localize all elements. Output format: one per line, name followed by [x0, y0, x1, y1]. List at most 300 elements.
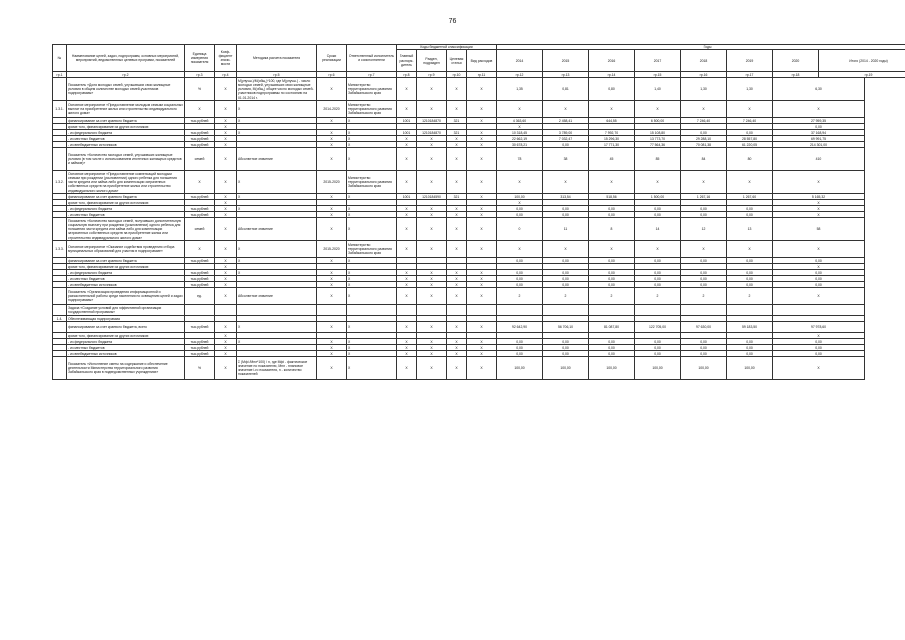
col-resp-header: Ответственный исполнитель и соисполнители [347, 45, 397, 72]
table-cell: 0,00 [635, 276, 681, 282]
year-header: 2017 [635, 50, 681, 72]
table-cell: 0,00 [681, 339, 727, 345]
col-period-header: Сроки реализации [317, 45, 347, 72]
table-cell: Х [215, 357, 237, 380]
table-cell: 0,00 [635, 270, 681, 276]
table-cell: 0,00 [727, 270, 773, 276]
table-cell: 1210184870 [417, 130, 447, 136]
table-header [53, 45, 905, 72]
col-article-header: Целевая статья [447, 50, 467, 72]
table-cell: Х [215, 130, 237, 136]
table-cell: Х [237, 194, 317, 200]
row-name-cell: Показатель «Организация проведения информационной и разъяснительной работы среди населения по освещению целей и задач подпрограммы» [67, 288, 185, 305]
table-cell: 1,30 [727, 78, 773, 101]
table-cell [543, 305, 589, 316]
table-cell: 1001 [397, 194, 417, 200]
table-cell: Х [347, 212, 397, 218]
table-cell: 37 168,94 [773, 130, 865, 136]
table-cell: Х [773, 333, 865, 339]
table-cell: Х [237, 118, 317, 124]
row-number-cell [53, 78, 67, 101]
table-cell: Х [467, 194, 497, 200]
table-cell: Х [347, 345, 397, 351]
table-cell: Х [317, 78, 347, 101]
table-cell: Х [467, 270, 497, 276]
table-cell: 2 [635, 288, 681, 305]
table-row [53, 148, 905, 171]
row-name-cell: финансирование за счет краевого бюджета [67, 194, 185, 200]
table-cell: Х [773, 101, 865, 118]
table-cell: 0,81 [543, 78, 589, 101]
table-cell: Х [317, 339, 347, 345]
index-cell: гр.7 [347, 72, 397, 78]
table-cell: тыс.рублей [185, 270, 215, 276]
table-cell: Х [215, 322, 237, 333]
table-cell: Х [317, 322, 347, 333]
table-cell: 0,00 [497, 212, 543, 218]
index-cell: гр.19 [819, 72, 905, 78]
table-cell: тыс.рублей [185, 258, 215, 264]
table-cell: 12 [681, 218, 727, 241]
table-cell: тыс.рублей [185, 118, 215, 124]
table-cell: Х [447, 171, 467, 194]
table-cell: 29 288,10 [681, 136, 727, 142]
table-cell: 2 [497, 288, 543, 305]
table-cell: 1210184870 [417, 118, 447, 124]
table-cell: 7 246,40 [681, 118, 727, 124]
table-cell: Х [397, 345, 417, 351]
table-cell: 321 [447, 130, 467, 136]
row-name-cell: Задача «Создание условий для эффективной организации государственной программы» [67, 305, 185, 316]
table-cell: Х [447, 136, 467, 142]
table-cell: 0,00 [773, 258, 865, 264]
table-cell: 0,00 [681, 345, 727, 351]
row-number-cell [53, 148, 67, 171]
table-cell: 1 500,00 [635, 194, 681, 200]
table-cell: Х [417, 142, 447, 148]
row-name-cell: Показатель «Исполнение сметы на содержание и обеспечение деятельности Министерства территориального развития Забайкальского края в подведомственных учреждениях» [67, 357, 185, 380]
table-cell: 122 705,00 [635, 322, 681, 333]
row-name-cell: кроме того, финансирование из других источников: [67, 264, 185, 270]
index-cell: гр.15 [635, 72, 681, 78]
table-cell: Х [417, 218, 447, 241]
table-cell: 0,00 [543, 282, 589, 288]
table-cell [773, 305, 865, 316]
table-cell: Х [447, 148, 467, 171]
table-cell: тыс.рублей [185, 206, 215, 212]
year-header: 2019 [727, 50, 773, 72]
table-cell: Х [467, 171, 497, 194]
table-cell: 1,30 [681, 78, 727, 101]
table-cell: 3 789,00 [543, 130, 589, 136]
table-cell: 0,00 [635, 258, 681, 264]
table-cell: 0,00 [497, 351, 543, 357]
table-cell: Х [681, 101, 727, 118]
table-cell: 518,56 [589, 194, 635, 200]
table-cell: 70 081,38 [681, 142, 727, 148]
row-name-cell: кроме того, финансирование из других источников: [67, 333, 185, 339]
table-cell: Х [397, 339, 417, 345]
table-cell: 0,00 [773, 345, 865, 351]
table-cell: Х [215, 124, 237, 130]
table-cell: Х [417, 148, 447, 171]
table-cell: Х [467, 276, 497, 282]
row-name-cell: Основное мероприятие «Предоставление компенсаций молодым семьям при рождении (усыновлении) одного ребенка для погашения части кредита или займа либо для компенсации затраченных собственных средств на приобретение жилья или строительство индивидуального жилого дома» [67, 171, 185, 194]
table-cell: 0,00 [681, 351, 727, 357]
table-cell: Х [347, 351, 397, 357]
col-expense-header: Вид расходов [467, 50, 497, 72]
table-cell: 0,00 [635, 345, 681, 351]
table-cell: Х [397, 78, 417, 101]
table-cell: Х [215, 206, 237, 212]
table-cell: 38 [543, 148, 589, 171]
table-cell: Х [215, 194, 237, 200]
table-cell: Х [467, 148, 497, 171]
table-cell: 7 992,70 [589, 130, 635, 136]
table-row [53, 357, 905, 380]
table-cell [727, 305, 773, 316]
table-cell: Х [215, 136, 237, 142]
table-cell: Х [215, 282, 237, 288]
table-cell: Х [447, 345, 467, 351]
table-cell: 0,00 [543, 339, 589, 345]
table-cell: Х [317, 258, 347, 264]
table-cell: 15 108,80 [635, 130, 681, 136]
table-cell: 6 500,00 [635, 118, 681, 124]
table-cell: Х [447, 339, 467, 345]
table-cell: Х [497, 101, 543, 118]
table-cell: 0,00 [773, 282, 865, 288]
table-cell: 14 [635, 218, 681, 241]
row-number-cell: 1.4. [53, 316, 67, 322]
years-group-header: Годы [497, 45, 905, 50]
row-name-cell: - из федерального бюджета [67, 270, 185, 276]
row-name-cell: - из местных бюджетов [67, 136, 185, 142]
table-cell: Х [635, 101, 681, 118]
index-cell: гр.11 [467, 72, 497, 78]
table-cell: Х [447, 351, 467, 357]
table-cell: Х [317, 288, 347, 305]
table-cell: Х [397, 351, 417, 357]
table-cell: 2 458,41 [543, 118, 589, 124]
table-cell: 0,00 [497, 339, 543, 345]
table-cell: Х [543, 241, 589, 258]
table-cell: 2 [589, 288, 635, 305]
table-cell: 0,00 [681, 282, 727, 288]
table-cell [497, 305, 543, 316]
table-cell: тыс.рублей [185, 282, 215, 288]
row-name-cell: - из местных бюджетов [67, 345, 185, 351]
table-cell: Х [215, 241, 237, 258]
table-cell: Министерство территориального развития Забайкальского края [347, 241, 397, 258]
index-cell: гр.4 [215, 72, 237, 78]
table-cell: 1210184590 [417, 194, 447, 200]
table-cell [237, 305, 317, 316]
table-cell: 0 [497, 218, 543, 241]
table-cell: 0,00 [497, 282, 543, 288]
table-cell: тыс.рублей [185, 130, 215, 136]
table-cell: 0,00 [727, 258, 773, 264]
row-name-cell: кроме того, финансирование из других источников: [67, 200, 185, 206]
row-name-cell: - из местных бюджетов [67, 276, 185, 282]
table-cell: ед. [185, 288, 215, 305]
col-method-header: Методика расчета показателя [237, 45, 317, 72]
table-cell: Х [467, 78, 497, 101]
table-cell: Х [467, 322, 497, 333]
table-cell: 2 [543, 288, 589, 305]
table-cell: 56 706,10 [543, 322, 589, 333]
table-cell: Х [317, 206, 347, 212]
table-cell: Х [467, 136, 497, 142]
table-cell: Х [681, 241, 727, 258]
table-cell: 80 [727, 148, 773, 171]
table-cell: Х [215, 276, 237, 282]
table-cell: 4 363,60 [497, 118, 543, 124]
table-cell: Х [215, 339, 237, 345]
table-cell: 45 [589, 148, 635, 171]
table-cell: Х [237, 270, 317, 276]
table-cell: Х [467, 282, 497, 288]
col-unit-header: Единица измерения показателя [185, 45, 215, 72]
table-cell: Х [347, 270, 397, 276]
table-cell: Х [467, 357, 497, 380]
table-cell: Х [447, 78, 467, 101]
table-cell: 100,00 [589, 357, 635, 380]
table-row [53, 218, 905, 241]
table-cell: Х [589, 171, 635, 194]
table-cell: 0,00 [497, 258, 543, 264]
table-cell: Х [317, 118, 347, 124]
table-cell: тыс.рублей [185, 339, 215, 345]
table-cell [417, 305, 447, 316]
table-cell: Х [237, 258, 317, 264]
year-header: 2014 [497, 50, 543, 72]
table-cell: Х [317, 351, 347, 357]
table-cell: 0,00 [543, 270, 589, 276]
table-cell: Х [467, 130, 497, 136]
table-cell: 0,00 [681, 270, 727, 276]
table-cell: 0,80 [589, 78, 635, 101]
table-cell: Х [417, 351, 447, 357]
table-cell: 0,00 [727, 276, 773, 282]
table-cell [397, 305, 417, 316]
table-cell: % [185, 78, 215, 101]
table-cell: % [185, 357, 215, 380]
table-cell: 0,00 [681, 130, 727, 136]
table-cell: 1 267,16 [681, 194, 727, 200]
table-cell: 0,00 [635, 206, 681, 212]
table-cell: 7 032,47 [543, 136, 589, 142]
table-cell: Х [347, 276, 397, 282]
table-cell: 0,00 [497, 345, 543, 351]
table-cell: Х [397, 282, 417, 288]
table-cell: Х [397, 142, 417, 148]
table-cell: 0,00 [543, 345, 589, 351]
table-cell: Х [447, 276, 467, 282]
table-cell: Х [497, 124, 543, 130]
table-cell: Х [417, 101, 447, 118]
table-cell: Х [317, 148, 347, 171]
table-cell: 0,00 [773, 339, 865, 345]
table-cell: 97 630,00 [681, 322, 727, 333]
table-cell: Х [773, 264, 865, 270]
table-cell: Х [447, 288, 467, 305]
table-cell: Х [447, 270, 467, 276]
table-cell: 0,00 [543, 142, 589, 148]
table-cell: Х [317, 142, 347, 148]
table-cell: 84 [681, 148, 727, 171]
table-cell: Х [397, 241, 417, 258]
table-cell: 0,00 [543, 276, 589, 282]
table-cell: Х [417, 276, 447, 282]
table-cell: Х [467, 118, 497, 124]
table-cell: 0,00 [543, 351, 589, 357]
index-cell: гр.16 [681, 72, 727, 78]
table-cell: 17 771,30 [589, 142, 635, 148]
table-cell: Х [417, 212, 447, 218]
table-cell: Х [543, 171, 589, 194]
table-cell: 61 220,05 [727, 142, 773, 148]
table-cell: Х [397, 136, 417, 142]
table-cell: Х [397, 212, 417, 218]
table-cell: Х [347, 118, 397, 124]
table-cell: М(улучш.)/М(общ.)*100, где М(улучш.) - число молодых семей, улучшивших свои жилищные условия, М(общ.) общее число молодых семей-участников подпрограммы по состоянию на 01.01.2014 г. [237, 78, 317, 101]
table-cell: Х [347, 136, 397, 142]
table-cell: 13 [727, 218, 773, 241]
index-cell: гр.18 [773, 72, 819, 78]
table-cell: Х [215, 270, 237, 276]
row-name-cell: - из федерального бюджета [67, 339, 185, 345]
table-cell: Х [347, 148, 397, 171]
table-cell: Х [317, 270, 347, 276]
table-cell: 313,54 [543, 194, 589, 200]
table-cell: 1,35 [497, 78, 543, 101]
table-cell: Х [215, 200, 237, 206]
table-cell: Х [467, 345, 497, 351]
index-cell: гр.13 [543, 72, 589, 78]
row-number-cell [53, 305, 67, 316]
table-cell [317, 305, 347, 316]
table-cell: 27 959,35 [773, 118, 865, 124]
table-cell: Х [317, 345, 347, 351]
table-cell: 0,00 [773, 276, 865, 282]
table-cell: Х [447, 212, 467, 218]
row-number-cell: 1.3.3. [53, 241, 67, 258]
table-cell: Х [417, 270, 447, 276]
table-cell: Х [215, 101, 237, 118]
row-name-cell: Основное мероприятие «Предоставление молодым семьям социальных выплат на приобретение жилья или строительство индивидуального жилого дома» [67, 101, 185, 118]
table-cell: 0,00 [589, 351, 635, 357]
budget-group-header: Коды бюджетной классификации [397, 45, 497, 50]
program-table [52, 44, 905, 380]
year-header: 2015 [543, 50, 589, 72]
table-cell: Х [447, 142, 467, 148]
table-cell: семей [185, 148, 215, 171]
table-cell: 0,00 [589, 339, 635, 345]
table-cell: 0,00 [727, 339, 773, 345]
table-cell: Х [347, 339, 397, 345]
table-cell [681, 305, 727, 316]
index-cell: гр.2 [67, 72, 185, 78]
table-row [53, 171, 905, 194]
table-cell: Х [497, 171, 543, 194]
table-cell: 0,00 [543, 206, 589, 212]
table-cell [589, 305, 635, 316]
table-cell: Х [773, 200, 865, 206]
table-cell: Х [347, 282, 397, 288]
row-name-cell: - из внебюджетных источников [67, 282, 185, 288]
table-cell: Х [397, 288, 417, 305]
table-cell: 214 301,00 [773, 142, 865, 148]
table-cell: тыс.рублей [185, 345, 215, 351]
row-name-cell: кроме того, финансирование из других источников: [67, 124, 185, 130]
table-cell: Х [447, 101, 467, 118]
table-cell: Х [347, 322, 397, 333]
table-cell: Х [727, 171, 773, 194]
table-cell: 78 [497, 148, 543, 171]
table-cell: Х [727, 241, 773, 258]
page-number: 76 [448, 18, 457, 25]
row-name-cell: - из местных бюджетов [67, 212, 185, 218]
table-cell: 100,00 [727, 357, 773, 380]
row-name-cell: - из внебюджетных источников [67, 351, 185, 357]
table-cell: Х [215, 333, 237, 339]
table-cell: 321 [447, 194, 467, 200]
table-cell: Х [773, 206, 865, 212]
table-cell: Х [317, 194, 347, 200]
table-cell: 0,00 [543, 258, 589, 264]
table-cell: Министерство территориального развития Забайкальского края [347, 78, 397, 101]
table-cell: Х [215, 264, 237, 270]
year-header: 2018 [681, 50, 727, 72]
table-cell: 0,00 [727, 212, 773, 218]
table-cell: Х [185, 101, 215, 118]
table-cell: Х [417, 206, 447, 212]
col-section-header: Раздел, подраздел [417, 50, 447, 72]
table-cell: 6,30 [773, 78, 865, 101]
table-cell: 81 087,80 [589, 322, 635, 333]
table-cell: Х [215, 171, 237, 194]
index-cell: гр.14 [589, 72, 635, 78]
table-cell: Х [397, 218, 417, 241]
table-cell: 0,00 [635, 282, 681, 288]
table-cell: тыс.рублей [185, 322, 215, 333]
table-cell: 100,00 [681, 357, 727, 380]
table-cell: 2 [727, 288, 773, 305]
table-cell: 0,00 [727, 282, 773, 288]
col-no-header: № [53, 45, 67, 72]
row-name-cell: - из федерального бюджета [67, 130, 185, 136]
table-cell: Х [185, 171, 215, 194]
table-cell: Х [237, 241, 317, 258]
table-cell: 0,00 [727, 351, 773, 357]
table-row [53, 288, 905, 305]
table-cell [467, 305, 497, 316]
table-cell: Х [773, 288, 865, 305]
table-cell: Х [773, 241, 865, 258]
table-cell: Х [543, 101, 589, 118]
table-cell: Х [397, 276, 417, 282]
table-cell: 0,00 [589, 282, 635, 288]
table-cell: Х [467, 218, 497, 241]
table-cell: Х [417, 357, 447, 380]
table-cell: Х [347, 142, 397, 148]
table-cell: Х [467, 206, 497, 212]
table-cell: Х [397, 270, 417, 276]
table-cell: Х [467, 241, 497, 258]
table-cell: 0,00 [543, 212, 589, 218]
row-name-cell: финансирование за счет краевого бюджета [67, 258, 185, 264]
